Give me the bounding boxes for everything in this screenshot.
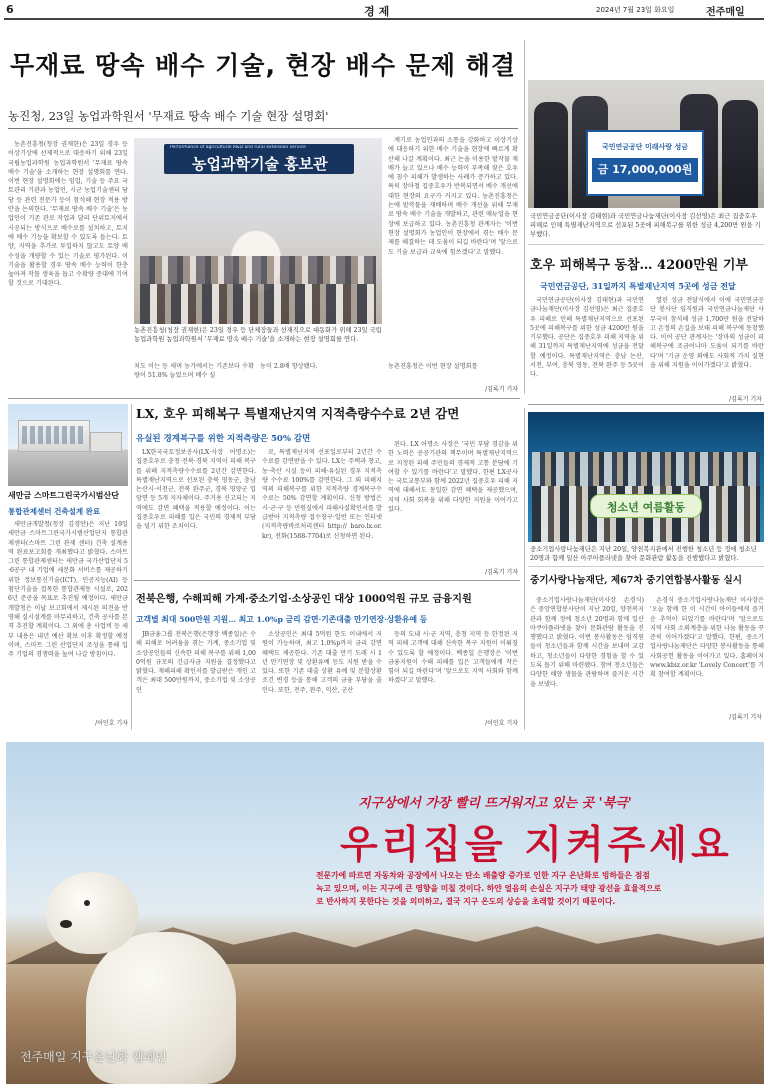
smartgreen-photo [8,404,128,486]
ad-footer: 전주매일 지구온난화 캠페인 [20,1050,167,1064]
lx-byline: /김록기 기자 [485,569,518,576]
crowd-row-front [140,284,376,324]
ad-body-line-1: 전문가에 따르면 자동차와 공장에서 나오는 탄소 배출량 증가로 인한 지구 온난화로 빙하들은 점점 [316,871,650,880]
smartgreen-subhead: 통합관제센터 건축설계 완료 [8,507,101,516]
masthead [0,0,768,20]
smartgreen-caption: 새만금 스마트그린국가시범산단 [8,490,119,500]
ad-body-line-3: 로 반사하지 못한다는 것을 의미하고, 결국 지구 온도의 상승을 초래할 것이기 때문이다. [316,897,616,906]
lower-right-divider [524,408,525,730]
promo-banner-top: Performance of agricultural R&D and rural extension service [170,145,306,150]
main-col-1: 농촌진흥청(청장 권재한)은 23일 경우 등 이상기상에 선제적으로 대응하기 위해 23일 국립농업과학원 농업과학원서 '무재료 땅속 배수 기술'을 소개하는 현장 설명회를 연다. 이번 현장 설명회에는 임업, 기술 등 주요 국토관리 기관과 농업인, 시군 농업기술센터 담당 등 관련 전문가 등이 참석해 현장 적용 방안을 논의한다. '무재료 땅속 배수 기술'은 농업인이 기존 관로 작업과 달리 단위토지에서 시공되는 방식으로 배수로를 설치하고, 토지에 배수 기능을 확보할 수 있도록 돕는다. 토양, 지역을 추가로 투입하지 않고도 토양 배수성을 개량할 수 있는 기술로 평가된다. 이 기술을 활용할 경우 땅속 배수 능력이 한층 높아져 작물 생육을 돕고 수확량 증대에 기여할 것으로 기대된다. [8,141,128,288]
kbiz-caption: 중소기업사랑나눔재단은 지난 20일, 양천복지관에서 진행한 청소년 등 정에 청소년 20명과 함께 일산 아쿠아플라넷을 찾아 문화관람 활동을 진행했다고 밝혔다. [530,546,757,562]
kbiz-photo [528,412,764,542]
person-1 [534,102,568,208]
person-4 [722,100,758,208]
main-photo [134,138,382,324]
main-photo-caption: 농촌진흥청(청장 권재한)은 23일 경우 등 단체장들과 선재직으로 대동화가 위해 23일 국립농업과학원 농업과학원서 '무재료 땅속 배수 기술'을 소개하는 현장 설명회를 연다. [134,327,382,343]
bear-head [46,872,138,954]
climate-ad [6,742,764,1084]
main-col-2: 계기로 농업인과의 소통을 강화하고 이상기상에 대응하기 위한 배수 기술을 현장에 빠르게 확산해 나갈 계획이다. 최근 논을 이용한 밭작물 재배가 늘고 있으나 배수 능력이 부족해 잦은 호우에 침수 피해가 발생하는 사례가 증가하고 있다. 특히 장마철 집중호우가 반복되면서 배수 개선에 대한 현장의 요구가 커지고 있다. 농촌진흥청은 논에 밭작물을 재배하며 배수 개선을 위해 무재료 땅속 배수 기술을 개발하고, 관련 매뉴얼을 현장에 보급하고 있다. 농촌진흥청 관계자는 '이번 현장 설명회가 농업인이 현장에서 겪는 배수 문제를 해결하는 데 도움이 되길 바란다'며 '앞으로도 기술 보급과 교육에 힘쓰겠다'고 말했다. [388,137,518,256]
donation-photo [528,80,764,208]
donation-headline: 호우 피해복구 동참… 4200만원 기부 [530,258,748,273]
main-bottom-3: 농촌진흥청은 이번 현장 설명회를 [388,363,478,370]
masthead-rule [4,18,764,20]
kbiz-caption-rule [528,566,764,567]
donation-byline: /김록기 기자 [729,396,762,403]
kbiz-banner-text: 청소년 여름활동 [606,501,686,514]
kbiz-banner [590,494,702,518]
ad-title: 우리집을 지켜주세요 [340,823,733,868]
donation-subhead: 국민연금공단, 31일까지 특별재난지역 5곳에 성금 전달 [540,281,736,291]
donation-caption-rule [528,244,764,245]
finance-col-2: 소상공인은 최대 5억원 한도 이내에서 지원이 가능하며, 최고 1.0%p까지 금리 감면 혜택도 제공한다. 기존 대출 만기 도래 시 1년 만기연장 및 상환유예 등도 지원 받을 수 있다. 또한 기존 대출 상환 유예 및 분할상환 조건 변경 등을 통해 고객의 금융 부담을 줄인다. 또한, 전주, 완주, 익산, 군산 [262,631,382,694]
kbiz-headline: 중기사랑나눔재단, 제67차 중기연합봉사활동 실시 [530,575,743,586]
ad-body-line-2: 녹고 있으며, 이는 지구에 큰 영향을 미칠 것이다. 하얀 얼음의 손실은 지구가 태양 광선을 효율적으로 [316,884,662,893]
building-wing [90,432,122,452]
donation-caption: 국민연금공단(이사장 김태현)과 국민연금나눔재단(이사장 김선영)은 최근 집중호우 피해로 인해 특별재난지역으로 선포된 5곳에 피해복구를 위한 성금 4,200만 원을 기부했다. [530,213,761,238]
kbiz-col-2: 손경식 중소기업사랑나눔재단 이사장은 '오늘 함께 한 이 시간이 아이들에게 즐거운 추억이 되었기를 바란다'며 '앞으로도 지역 사회 소외계층을 위한 나눔 활동을 꾸준히 이어가겠다'고 말했다. 한편, 중소기업사랑나눔재단은 다양한 봉사활동을 통해 사회공헌 활동을 이어가고 있다. 홈페이지 www.kbiz.or.kr 'Lovely Concert'를 기획 참여할 계획이다. [650,597,764,679]
building-windows [22,426,86,444]
finance-col-3: 등의 도내 시·군 지역, 충청 지역 등 한정된 지역 피해 고객에 대해 신속한 복구 지원이 이뤄질 수 있도록 할 예정이다. 백종일 은행장은 '이번 금융지원이 수해 피해를 입은 고객들에게 작은 힘이 되길 바란다'며 '앞으로도 지역 사회와 함께 하겠다'고 말했다. [388,631,518,685]
main-bottom-1: 치도 이는 등 새며 농가에서는 기존보다 수확량이 51.8% 늘었으며 배수 실 [134,363,254,380]
lx-col-1: LX한국국토정보공사(LX·사장 어명소)는 집중호우로 충청·전북·경북 지역이 피해 복구를 위해 지적측량수수료를 2년간 감면한다. 특별재난지역으로 선포된 충북 영동군, 충남 논산시·서천군, 전북 완주군, 경북 영양군 입암면 등 5개 지자체이다. 주거용 신고되는 지역에도 감면 혜택을 적용할 예정이다. 이는 집중호우로 피해를 입은 국민의 경제적 부담을 덜기 위한 조치이다. [136,449,256,531]
right-column-divider [524,40,525,394]
smartgreen-divider [131,404,132,730]
lx-subhead: 유실된 경계복구를 위한 지적측량은 50% 감면 [136,434,311,444]
bear-eye [84,900,90,906]
lx-top-rule [8,398,520,399]
bear-nose [60,920,72,928]
paper-name: 전주매일 [706,7,745,18]
kbiz-byline: /김록기 기자 [729,714,762,721]
donation-bottom-rule [528,404,764,405]
donation-col-1: 국민연금공단(이사장 김태현)과 국민연금나눔재단(이사장 김선영)은 최근 집중호우 피해로 인해 특별재난지역으로 선포된 5곳에 피해복구를 위한 성금 4200만 원을 기부했다. 공단은 집중호우 피해 지역을 위해 31일까지 특별재난지역에 성금을 전달할 예정이다. 특별재난지역은 충남 논산, 서천, 부여, 충북 영동, 전북 완주 등 5곳이다. [530,297,644,379]
promo-banner [164,144,354,174]
issue-date: 2024년 7월 23일 화요일 [596,6,675,14]
donation-board-title: 국민연금공단 미래사랑 성금 [601,143,689,151]
donation-board-amount: 금 17,000,000원 [592,158,698,182]
main-subhead: 농진청, 23일 농업과학원서 '무재료 땅속 배수 기술 현장 설명회' [8,109,329,123]
finance-col-1: JB금융그룹 전북은행(은행장 백종일)은 수해 피해로 어려움을 겪는 가계, 중소기업 및 소상공인들의 신속한 피해 복구를 위해 1,000억원 규모의 긴급자금 지원을 결정했다고 밝혔다. 재해피해 확인서를 발급받은 개인 고객은 최대 500만원까지, 중소기업 및 소상공인 [136,631,256,694]
section-title: 경제 [364,5,394,18]
lx-col-2: 로, 특별재난지역 선포일로부터 2년간 수수료를 감면받을 수 있다. LX는 주택과 창고, 농·축산 시설 등이 피해·유실된 경우 지적측량 수수료 100%를 감면한다. 그 외 피해지역의 피해복구를 위한 지적측량 경계복구수수료는 50% 감면할 계획이다. 신청 방법은 시·군·구 등 민원실에서 피해사실확인서를 발급받아 지적측량 접수창구·일반 또는 인터넷(지적측량바로처리센터 http:// baro.lx.or.kr), 전화(1588-7704)로 신청하면 된다. [262,449,382,540]
ad-tagline: 지구상에서 가장 빨리 뜨거워지고 있는 곳 '북극' [358,796,632,811]
page-number: 6 [6,3,14,16]
crowd-row-back [140,256,376,284]
kbiz-group-back [532,452,760,486]
main-bottom-2: 농이 2.8배 향상됐다. [260,363,318,370]
promo-banner-main: 농업과학기술 홍보관 [192,155,328,173]
finance-subhead: 고객별 최대 500만원 지원… 최고 1.0%p 금리 감면·기존대출 만기연장·상환유예 등 [136,615,428,624]
kbiz-col-1: 중소기업사랑나눔재단(이사장 손경식)은 중앙연합봉사단이 지난 20일, 양천복지관과 함께 정에 청소년 20명과 함께 일산 아쿠아플라넷을 찾아 문화관람 활동을 진행했다고 밝혔다. 이번 봉사활동은 임직원들이 청소년들과 함께 시간을 보내며 교감하고, 청소년들이 다양한 경험을 할 수 있도록 돕기 위해 마련됐다. 참여 청소년들은 다양한 해양 생물을 관람하며 즐거운 시간을 보냈다. [530,597,644,688]
finance-top-rule [134,580,520,581]
main-headline: 무재료 땅속 배수 기술, 현장 배수 문제 해결 [10,51,516,80]
finance-headline: 전북은행, 수해피해 가계·중소기업·소상공인 대상 1000억원 규모 금융지원 [136,593,472,605]
smartgreen-byline: /이민호 기자 [95,720,128,727]
lx-headline: LX, 호우 피해복구 특별재난지역 지적측량수수료 2년 감면 [136,406,460,421]
lx-col-3: 된다. LX 어명소 사장은 '국민 부담 경감을 위한 노력은 공공기관의 책무이며 특별재난지역으로 지정된 피해 주민들의 경제적 고통 분담에 기여할 수 있기를 바란다'고 말했다. 한편 LX공사는 국토교통부와 함께 2022년 집중호우 피해 지역에 대해서도 동일한 감면 혜택을 제공했으며, 지역 사회 회복을 위해 다양한 지원을 이어가고 있다. [388,441,518,514]
smartgreen-body: 새만금개발청(청장 김경안)은 지난 19일 새만금 스마트그린국가시범산업단지 통합관제센터(스마트 그린 관제 센터) 건축 설계용역 완료보고회를 개최했다고 밝혔다. 스마트그린 통합관제센터는 새만금 국가산업단지 5·6공구 내 기업에 세분화 서비스를 제공하기 위한 정보통신기술(ICT), 인공지능(AI) 등 첨단기술을 접목한 통합관제동 시설로, 2026년 준공을 목표로 추진될 예정이다. 새만금개발청은 이날 보고회에서 제시된 의견을 반영해 실시설계를 마무리하고, 건축 공사를 본격 추진할 계획이다. 그 외에 총 사업비 등 세부 내용은 내년 예산 확보 이후 확정할 예정이며, 스마트 그린 산업단지 조성을 통해 입주 기업의 경쟁력을 높여 나갈 방침이다. [8,521,128,659]
main-subhead-rule [8,128,518,129]
main-byline: /김록기 기자 [485,386,518,393]
donation-col-2: 열린 성금 전달식에서 이에 국민연금공단 봉사단 임직원과 국민연금나눔재단 사무국이 참석해 성금 1,700만 원을 전달하고 온정의 손길을 보태 피해 복구에 동참했다. 이어 공단 관계자는 '장마의 성금이 피해복구에 조금이나마 도움이 되기를 바란다'며 '기금 운영 외에도 사회적 가치 실현을 위해 지원을 이어가겠다'고 밝혔다. [650,297,764,370]
finance-byline: /이민호 기자 [485,720,518,727]
donation-board [586,130,704,196]
